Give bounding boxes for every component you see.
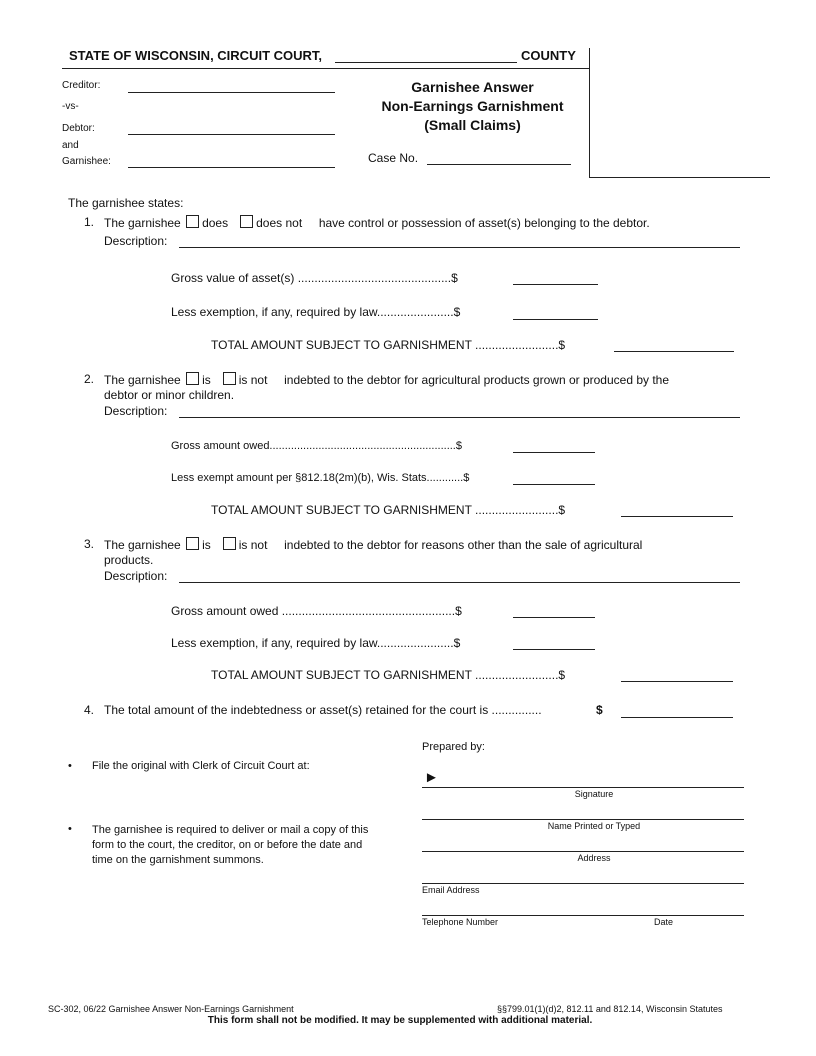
section1-does-checkbox[interactable]: [186, 215, 199, 228]
section2-text: indebted to the debtor for agricultural products grown or produced by the: [284, 373, 670, 387]
section2-statement: [104, 372, 669, 387]
section3-is-not-label: is not: [238, 538, 268, 552]
section1-total-label: TOTAL AMOUNT SUBJECT TO GARNISHMENT .........................$: [211, 338, 566, 352]
phone-date-input[interactable]: [422, 901, 744, 916]
section1-total-input[interactable]: [614, 337, 734, 352]
section3-is-not-checkbox[interactable]: [223, 537, 236, 550]
name-label: Name Printed or Typed: [547, 821, 641, 831]
email-label: Email Address: [422, 885, 480, 895]
section1-number: 1.: [84, 215, 95, 229]
debtor-input-line[interactable]: [128, 120, 335, 135]
section2-number: 2.: [84, 372, 95, 386]
section3-less-input[interactable]: [513, 635, 595, 650]
address-label: Address: [577, 853, 611, 863]
creditor-label: Creditor:: [62, 80, 101, 91]
section2-total-label: TOTAL AMOUNT SUBJECT TO GARNISHMENT .........................$: [211, 503, 566, 517]
footer-notice: This form shall not be modified. It may be supplemented with additional material.: [207, 1015, 593, 1026]
section1-does-not-checkbox[interactable]: [240, 215, 253, 228]
section2-less-label: Less exempt amount per §812.18(2m)(b), Wis. Stats............$: [171, 472, 470, 484]
section2-is-label: is: [202, 373, 211, 387]
section1-statement: [104, 215, 650, 230]
instruction-deliver-line3: time on the garnishment summons.: [92, 854, 264, 866]
form-title-line1: Garnishee Answer: [411, 79, 534, 95]
section2-less-input[interactable]: [513, 470, 595, 485]
section3-statement: [104, 537, 642, 552]
section2-gross-label: Gross amount owed.............................................................$: [171, 440, 462, 452]
section2-gross-input[interactable]: [513, 438, 595, 453]
section1-lead: The garnishee: [104, 216, 181, 230]
instruction-deliver-line2: form to the court, the creditor, on or before the date and: [92, 839, 363, 851]
county-label: COUNTY: [521, 48, 576, 63]
instruction-deliver-copy: [92, 823, 368, 868]
form-title-line3: (Small Claims): [424, 117, 521, 133]
section3-total-label: TOTAL AMOUNT SUBJECT TO GARNISHMENT .........................$: [211, 668, 566, 682]
prepared-by-label: Prepared by:: [422, 741, 485, 753]
section1-less-label: Less exemption, if any, required by law.......................$: [171, 305, 461, 319]
section2-is-not-checkbox[interactable]: [223, 372, 236, 385]
section3-description-label: Description:: [104, 569, 168, 583]
footer-statutes: §§799.01(1)(d)2, 812.11 and 812.14, Wisconsin Statutes: [497, 1004, 723, 1014]
and-label: and: [62, 140, 79, 151]
date-label: Date: [654, 917, 674, 927]
court-heading: STATE OF WISCONSIN, CIRCUIT COURT,: [69, 48, 323, 63]
section1-gross-label: Gross value of asset(s) ..............................................$: [171, 271, 458, 285]
section1-does-not-label: does not: [256, 216, 303, 230]
section1-description-input[interactable]: [179, 233, 740, 248]
county-input-line[interactable]: [335, 48, 517, 63]
address-input[interactable]: [422, 837, 744, 852]
bullet1-icon: •: [68, 760, 72, 772]
footer-form-id: SC-302, 06/22 Garnishee Answer Non-Earnings Garnishment: [48, 1004, 294, 1014]
case-no-input-line[interactable]: [427, 150, 571, 165]
vs-label: -vs-: [62, 101, 79, 112]
form-title-line2: Non-Earnings Garnishment: [381, 98, 564, 114]
section3-number: 3.: [84, 537, 95, 551]
signature-label: Signature: [574, 789, 614, 799]
section3-description-input[interactable]: [179, 568, 740, 583]
header-box-bottom: [589, 177, 770, 178]
section2-is-checkbox[interactable]: [186, 372, 199, 385]
section2-total-input[interactable]: [621, 502, 733, 517]
section2-description-input[interactable]: [179, 403, 740, 418]
signature-input[interactable]: [422, 773, 744, 788]
section3-gross-label: Gross amount owed ....................................................$: [171, 604, 462, 618]
section3-total-input[interactable]: [621, 667, 733, 682]
garnishee-label: Garnishee:: [62, 156, 111, 167]
case-no-label: Case No.: [368, 151, 419, 165]
section4-number: 4.: [84, 703, 95, 717]
section3-is-checkbox[interactable]: [186, 537, 199, 550]
section1-text: have control or possession of asset(s) belonging to the debtor.: [318, 216, 650, 230]
creditor-input-line[interactable]: [128, 78, 335, 93]
section4-dollar: $: [596, 703, 603, 717]
section3-text-line2: products.: [104, 553, 154, 567]
section1-less-input[interactable]: [513, 305, 598, 320]
header-divider: [589, 48, 590, 177]
instruction-deliver-line1: The garnishee is required to deliver or mail a copy of this: [92, 824, 369, 836]
section3-lead: The garnishee: [104, 538, 181, 552]
bullet2-icon: •: [68, 823, 72, 835]
section3-text: indebted to the debtor for reasons other than the sale of agricultural: [284, 538, 643, 552]
section2-is-not-label: is not: [238, 373, 268, 387]
garnishee-input-line[interactable]: [128, 153, 335, 168]
debtor-label: Debtor:: [62, 123, 95, 134]
section1-does-label: does: [202, 216, 229, 230]
intro-text: The garnishee states:: [68, 196, 184, 210]
email-input[interactable]: [422, 869, 744, 884]
instruction-file-original: File the original with Clerk of Circuit Court at:: [92, 760, 310, 772]
section4-total-input[interactable]: [621, 703, 733, 718]
section1-gross-input[interactable]: [513, 270, 598, 285]
section2-description-label: Description:: [104, 404, 168, 418]
signature-arrow-icon: ►: [424, 769, 439, 786]
section3-gross-input[interactable]: [513, 603, 595, 618]
section3-less-label: Less exemption, if any, required by law.......................$: [171, 636, 461, 650]
phone-label: Telephone Number: [422, 917, 499, 927]
section4-text: The total amount of the indebtedness or asset(s) retained for the court is ...............: [104, 703, 542, 717]
name-input[interactable]: [422, 805, 744, 820]
header-rule: [62, 68, 589, 69]
section2-lead: The garnishee: [104, 373, 181, 387]
section3-is-label: is: [202, 538, 211, 552]
section1-description-label: Description:: [104, 234, 168, 248]
section2-text-line2: debtor or minor children.: [104, 388, 235, 402]
form-title: [360, 78, 585, 135]
